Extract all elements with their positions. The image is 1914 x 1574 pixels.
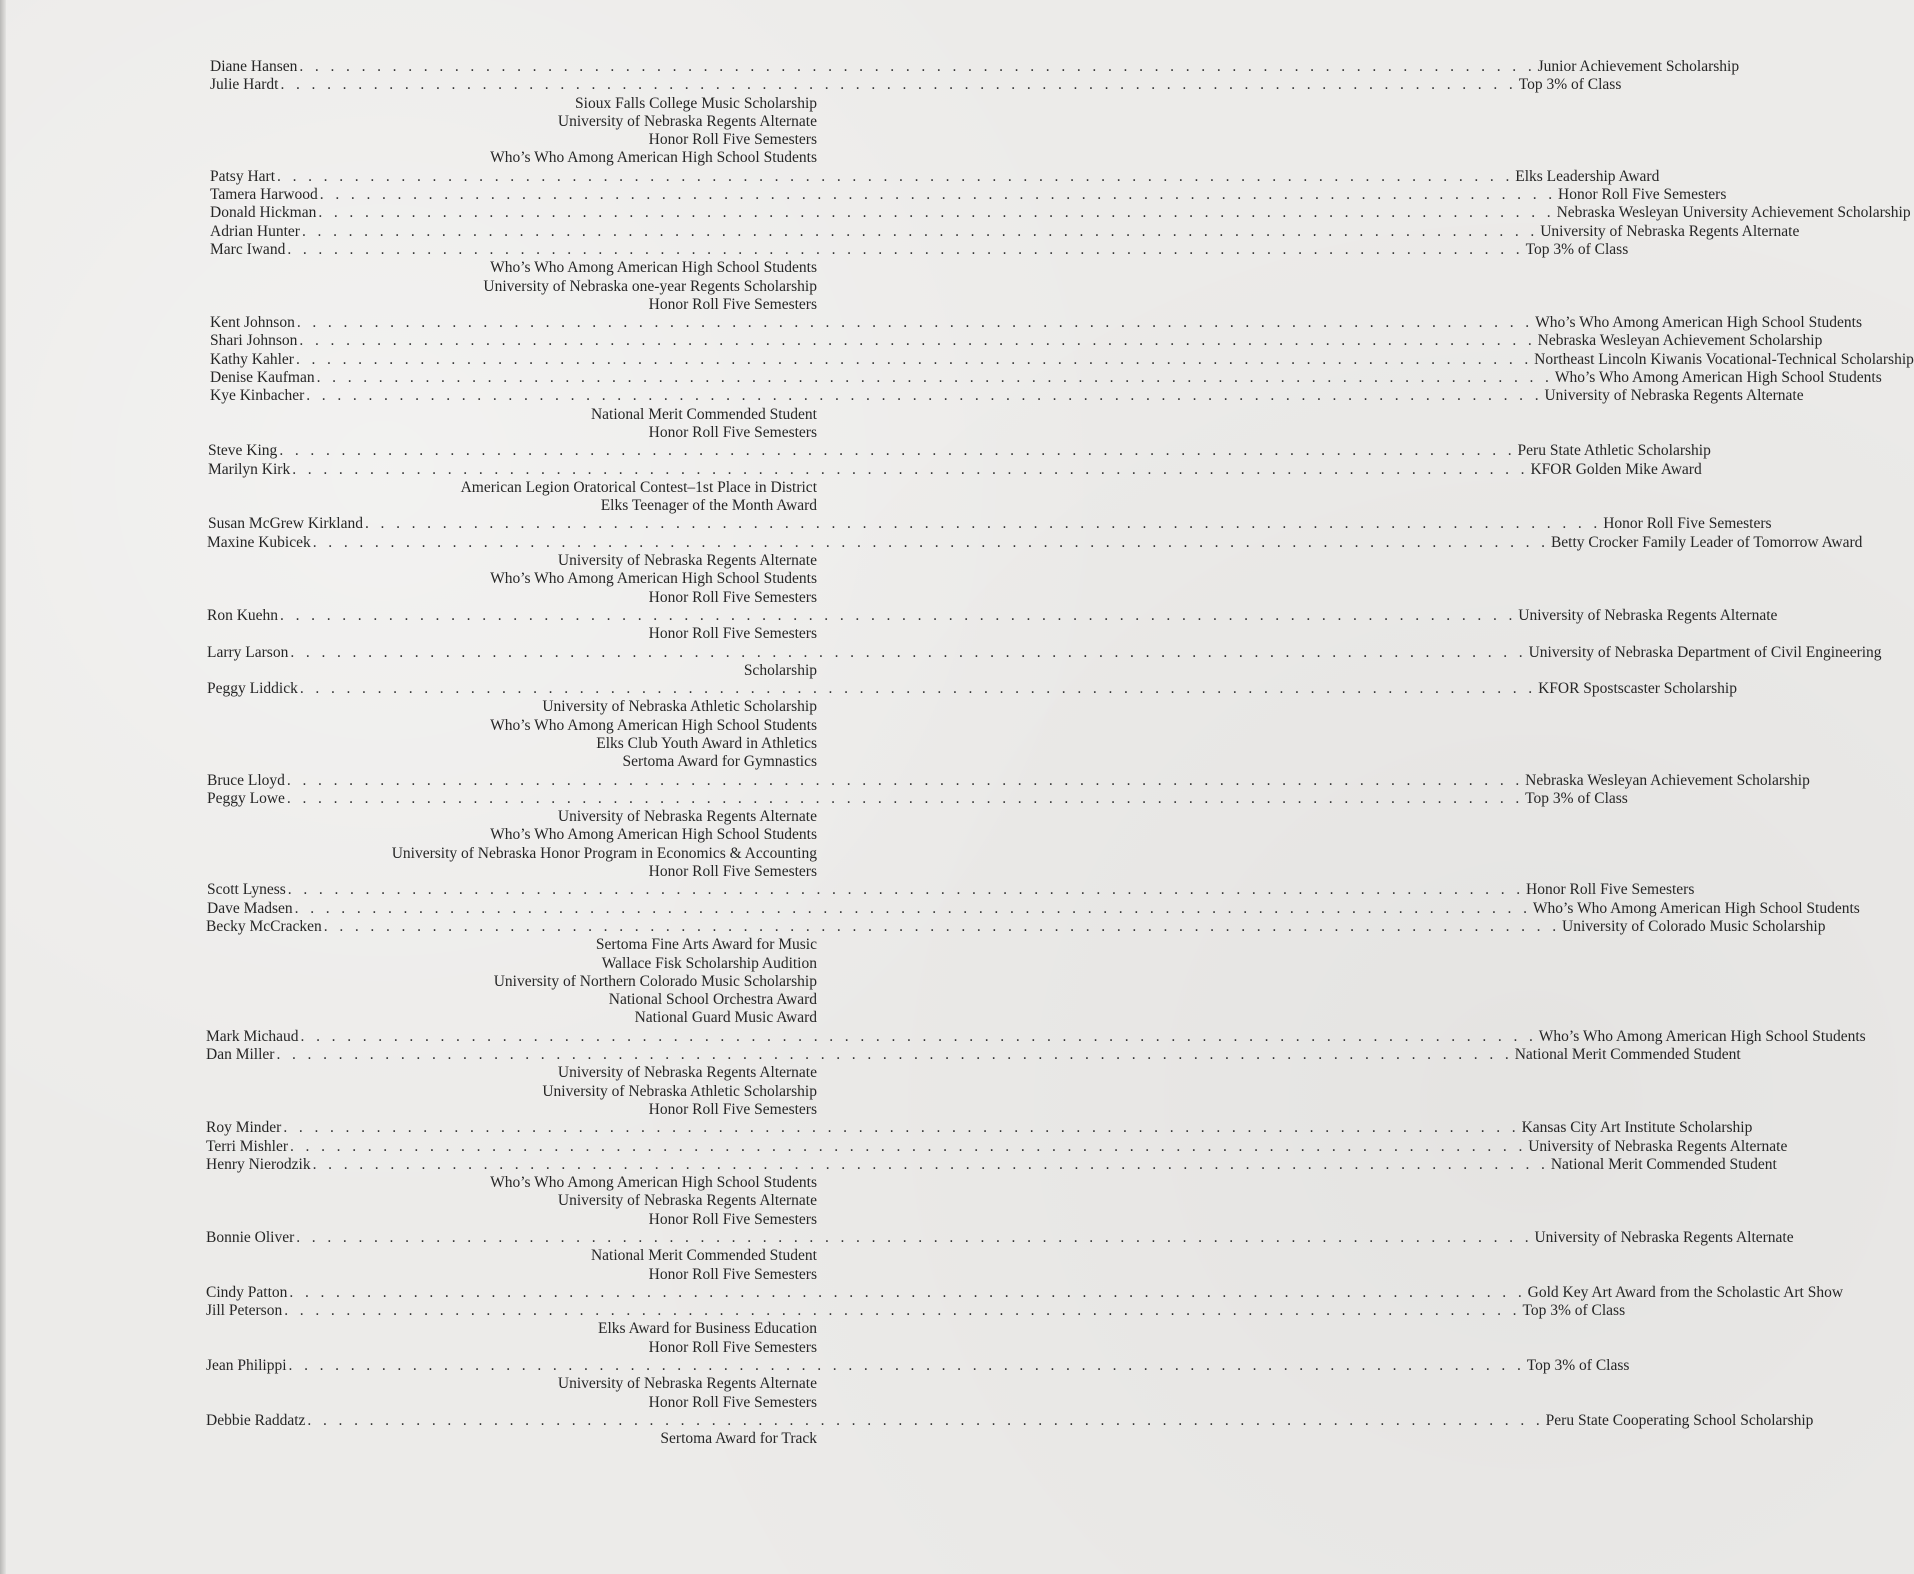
- student-name: Dan Miller: [206, 1046, 275, 1064]
- award-text: Honor Roll Five Semesters: [648, 625, 817, 643]
- award-text: Wallace Fisk Scholarship Audition: [601, 954, 817, 972]
- award-text: National School Orchestra Award: [608, 991, 817, 1009]
- award-text: Who’s Who Among American High School Students: [1532, 899, 1860, 917]
- award-text: Who’s Who Among American High School Students: [490, 716, 817, 734]
- student-name: Kent Johnson: [210, 314, 295, 332]
- award-continuation: [0, 1211, 1000, 1229]
- award-text: Betty Crocker Family Leader of Tomorrow Award: [1550, 533, 1863, 551]
- award-entry: [0, 240, 1629, 259]
- award-text: Honor Roll Five Semesters: [648, 1100, 817, 1118]
- student-name: Kye Kinbacher: [210, 387, 305, 405]
- dot-leader: . . . . . . . . . . . . . . . . . . . . . . . . . . . . . . . . . . . . . . . . . . . . . . . . . . . . . . . . . . . . . . . . . . . . . . . . . . . . . . . .: [290, 643, 1527, 661]
- award-entry: [0, 606, 1778, 625]
- award-entry: [0, 186, 1727, 204]
- award-text: Scholarship: [743, 661, 817, 679]
- dot-leader: . . . . . . . . . . . . . . . . . . . . . . . . . . . . . . . . . . . . . . . . . . . . . . . . . . . . . . . . . . . . . . . . . . . . . . . . . . . . . . . .: [277, 167, 1514, 185]
- award-entry: [0, 515, 1772, 533]
- student-name: Diane Hansen: [210, 58, 298, 75]
- student-name: Roy Minder: [206, 1119, 282, 1137]
- dot-leader: . . . . . . . . . . . . . . . . . . . . . . . . . . . . . . . . . . . . . . . . . . . . . . . . . . . . . . . . . . . . . . . . . . . . . . . . . . . . . . . .: [295, 350, 1533, 368]
- award-entry: [0, 1046, 1741, 1064]
- award-text: Honor Roll Five Semesters: [648, 1338, 817, 1356]
- dot-leader: . . . . . . . . . . . . . . . . . . . . . . . . . . . . . . . . . . . . . . . . . . . . . . . . . . . . . . . . . . . . . . . . . . . . . . . . . . . . . . . .: [286, 789, 1524, 807]
- student-name: Susan McGrew Kirkland: [208, 515, 363, 533]
- student-name: Peggy Lowe: [207, 789, 285, 807]
- award-text: Honor Roll Five Semesters: [648, 423, 817, 441]
- award-text: Honor Roll Five Semesters: [1526, 881, 1695, 899]
- award-continuation: [0, 1320, 1000, 1338]
- dot-leader: . . . . . . . . . . . . . . . . . . . . . . . . . . . . . . . . . . . . . . . . . . . . . . . . . . . . . . . . . . . . . . . . . . . . . . . . . . . . . . . .: [279, 442, 1516, 460]
- award-text: University of Colorado Music Scholarship: [1562, 917, 1826, 935]
- award-text: Nebraska Wesleyan Achievement Scholarship: [1537, 332, 1823, 350]
- award-entry: [0, 1137, 1788, 1156]
- award-text: Honor Roll Five Semesters: [648, 588, 817, 606]
- student-name: Peggy Liddick: [207, 680, 298, 698]
- award-continuation: [0, 808, 1000, 826]
- dot-leader: . . . . . . . . . . . . . . . . . . . . . . . . . . . . . . . . . . . . . . . . . . . . . . . . . . . . . . . . . . . . . . . . . . . . . . . . . . . . . . . .: [287, 240, 1524, 258]
- award-text: Elks Award for Business Education: [598, 1320, 817, 1338]
- dot-leader: . . . . . . . . . . . . . . . . . . . . . . . . . . . . . . . . . . . . . . . . . . . . . . . . . . . . . . . . . . . . . . . . . . . . . . . . . . . . . . . .: [307, 1411, 1544, 1429]
- award-text: Kansas City Art Institute Scholarship: [1521, 1119, 1753, 1137]
- award-continuation: [0, 149, 1000, 167]
- student-name: Adrian Hunter: [210, 222, 300, 240]
- award-text: University of Nebraska Regents Alternate: [1518, 606, 1778, 624]
- award-text: National Merit Commended Student: [590, 405, 817, 423]
- award-continuation: [0, 735, 1000, 753]
- award-text: Who’s Who Among American High School Students: [1535, 314, 1862, 332]
- award-continuation: [0, 826, 1000, 844]
- dot-leader: . . . . . . . . . . . . . . . . . . . . . . . . . . . . . . . . . . . . . . . . . . . . . . . . . . . . . . . . . . . . . . . . . . . . . . . . . . . . . . . .: [364, 515, 1602, 533]
- dot-leader: . . . . . . . . . . . . . . . . . . . . . . . . . . . . . . . . . . . . . . . . . . . . . . . . . . . . . . . . . . . . . . . . . . . . . . . . . . . . . . . .: [312, 533, 1549, 551]
- student-name: Dave Madsen: [207, 899, 293, 917]
- award-entry: [0, 76, 1622, 94]
- award-text: University of Nebraska Regents Alternate: [1534, 1229, 1794, 1246]
- award-entry: [0, 1119, 1753, 1137]
- award-continuation: [0, 113, 1000, 131]
- dot-leader: . . . . . . . . . . . . . . . . . . . . . . . . . . . . . . . . . . . . . . . . . . . . . . . . . . . . . . . . . . . . . . . . . . . . . . . . . . . . . . . .: [319, 186, 1557, 204]
- award-entry: [0, 332, 1823, 350]
- award-continuation: [0, 1083, 1000, 1101]
- award-text: Nebraska Wesleyan University Achievement Scholarship: [1556, 204, 1911, 222]
- award-text: Nebraska Wesleyan Achievement Scholarship: [1525, 771, 1810, 789]
- award-text: University of Nebraska Honor Program in Economics & Accounting: [391, 844, 817, 862]
- dot-leader: . . . . . . . . . . . . . . . . . . . . . . . . . . . . . . . . . . . . . . . . . . . . . . . . . . . . . . . . . . . . . . . . . . . . . . . . . . . . . . . .: [300, 1027, 1537, 1045]
- award-continuation: [0, 1192, 1000, 1210]
- award-text: University of Nebraska Athletic Scholarship: [542, 698, 817, 716]
- student-name: Ron Kuehn: [207, 606, 279, 624]
- award-text: National Merit Commended Student: [1514, 1046, 1741, 1064]
- award-text: Top 3% of Class: [1518, 76, 1622, 94]
- award-text: University of Nebraska Regents Alternate: [557, 1064, 817, 1082]
- award-continuation: [0, 1247, 1000, 1265]
- award-text: Peru State Cooperating School Scholarship: [1545, 1411, 1814, 1429]
- student-name: Jill Peterson: [206, 1302, 283, 1320]
- dot-leader: . . . . . . . . . . . . . . . . . . . . . . . . . . . . . . . . . . . . . . . . . . . . . . . . . . . . . . . . . . . . . . . . . . . . . . . . . . . . . . . .: [287, 881, 1525, 899]
- award-text: University of Nebraska Athletic Scholarship: [542, 1082, 817, 1100]
- award-continuation: [0, 1430, 1000, 1448]
- award-entry: [0, 1229, 1794, 1247]
- award-continuation: [0, 625, 1000, 643]
- award-text: National Merit Commended Student: [590, 1247, 817, 1265]
- award-text: Honor Roll Five Semesters: [648, 1210, 817, 1228]
- award-entry: [0, 771, 1810, 790]
- award-text: Sertoma Award for Track: [660, 1430, 817, 1448]
- dot-leader: . . . . . . . . . . . . . . . . . . . . . . . . . . . . . . . . . . . . . . . . . . . . . . . . . . . . . . . . . . . . . . . . . . . . . . . . . . . . . . . .: [292, 460, 1529, 478]
- award-continuation: [0, 479, 1000, 497]
- award-text: University of Nebraska Regents Alternate: [1544, 387, 1804, 405]
- dot-leader: . . . . . . . . . . . . . . . . . . . . . . . . . . . . . . . . . . . . . . . . . . . . . . . . . . . . . . . . . . . . . . . . . . . . . . . . . . . . . . . .: [294, 899, 1531, 917]
- dot-leader: . . . . . . . . . . . . . . . . . . . . . . . . . . . . . . . . . . . . . . . . . . . . . . . . . . . . . . . . . . . . . . . . . . . . . . . . . . . . . . . .: [299, 332, 1536, 350]
- award-entry: [0, 881, 1695, 899]
- award-text: Elks Teenager of the Month Award: [600, 497, 817, 515]
- award-entry: [0, 314, 1862, 332]
- student-name: Bonnie Oliver: [206, 1229, 295, 1246]
- award-entry: [0, 222, 1800, 241]
- award-text: University of Nebraska Regents Alternate: [557, 1375, 817, 1393]
- dot-leader: . . . . . . . . . . . . . . . . . . . . . . . . . . . . . . . . . . . . . . . . . . . . . . . . . . . . . . . . . . . . . . . . . . . . . . . . . . . . . . . .: [306, 387, 1543, 405]
- award-text: Top 3% of Class: [1522, 1302, 1626, 1320]
- dot-leader: . . . . . . . . . . . . . . . . . . . . . . . . . . . . . . . . . . . . . . . . . . . . . . . . . . . . . . . . . . . . . . . . . . . . . . . . . . . . . . . .: [312, 1155, 1549, 1173]
- dot-leader: . . . . . . . . . . . . . . . . . . . . . . . . . . . . . . . . . . . . . . . . . . . . . . . . . . . . . . . . . . . . . . . . . . . . . . . . . . . . . . . .: [290, 1137, 1527, 1155]
- award-entry: [0, 369, 1882, 387]
- student-name: Henry Nierodzik: [206, 1155, 311, 1173]
- dot-leader: . . . . . . . . . . . . . . . . . . . . . . . . . . . . . . . . . . . . . . . . . . . . . . . . . . . . . . . . . . . . . . . . . . . . . . . . . . . . . . . .: [301, 222, 1539, 240]
- award-continuation: [0, 1339, 1000, 1357]
- award-continuation: [0, 1394, 1000, 1412]
- award-entry: [0, 58, 1740, 76]
- dot-leader: . . . . . . . . . . . . . . . . . . . . . . . . . . . . . . . . . . . . . . . . . . . . . . . . . . . . . . . . . . . . . . . . . . . . . . . . . . . . . . . .: [280, 76, 1517, 94]
- dot-leader: . . . . . . . . . . . . . . . . . . . . . . . . . . . . . . . . . . . . . . . . . . . . . . . . . . . . . . . . . . . . . . . . . . . . . . . . . . . . . . . .: [299, 680, 1537, 698]
- award-text: Who’s Who Among American High School Students: [1554, 369, 1882, 387]
- student-name: Steve King: [208, 442, 278, 460]
- award-entry: [0, 899, 1860, 918]
- award-text: KFOR Spostscaster Scholarship: [1538, 680, 1737, 698]
- award-continuation: [0, 131, 1000, 149]
- award-continuation: [0, 973, 1000, 991]
- awards-list: [0, 58, 1914, 1449]
- award-text: University of Nebraska Regents Alternate: [1528, 1137, 1788, 1155]
- student-name: Cindy Patton: [206, 1283, 288, 1301]
- award-continuation: [0, 589, 1000, 607]
- award-continuation: [0, 95, 1000, 113]
- award-text: University of Northern Colorado Music Scholarship: [493, 972, 817, 990]
- award-entry: [0, 680, 1737, 698]
- award-entry: [0, 460, 1702, 479]
- award-text: Elks Club Youth Award in Athletics: [596, 734, 817, 752]
- award-continuation: [0, 936, 1000, 954]
- dot-leader: . . . . . . . . . . . . . . . . . . . . . . . . . . . . . . . . . . . . . . . . . . . . . . . . . . . . . . . . . . . . . . . . . . . . . . . . . . . . . . . .: [299, 58, 1536, 75]
- award-continuation: [0, 1101, 1000, 1119]
- award-text: Who’s Who Among American High School Students: [490, 570, 817, 588]
- award-text: Junior Achievement Scholarship: [1537, 58, 1740, 75]
- award-entry: [0, 643, 1882, 662]
- award-text: American Legion Oratorical Contest–1st Place in District: [460, 478, 817, 496]
- student-name: Jean Philippi: [206, 1357, 287, 1375]
- student-name: Becky McCracken: [206, 917, 322, 935]
- award-entry: [0, 1357, 1630, 1375]
- award-text: Top 3% of Class: [1525, 789, 1628, 807]
- award-continuation: [0, 278, 1000, 296]
- student-name: Donald Hickman: [210, 204, 317, 222]
- award-entry: [0, 350, 1914, 369]
- award-continuation: [0, 991, 1000, 1009]
- student-name: Tamera Harwood: [210, 186, 318, 204]
- award-continuation: [0, 1266, 1000, 1284]
- award-text: Gold Key Art Award from the Scholastic Art Show: [1527, 1283, 1844, 1301]
- award-text: Elks Leadership Award: [1515, 167, 1660, 185]
- student-name: Patsy Hart: [210, 167, 276, 185]
- award-text: National Merit Commended Student: [1550, 1155, 1777, 1173]
- award-text: Who’s Who Among American High School Students: [490, 826, 817, 844]
- dot-leader: . . . . . . . . . . . . . . . . . . . . . . . . . . . . . . . . . . . . . . . . . . . . . . . . . . . . . . . . . . . . . . . . . . . . . . . . . . . . . . . .: [289, 1283, 1526, 1301]
- award-continuation: [0, 717, 1000, 735]
- award-continuation: [0, 424, 1000, 442]
- dot-leader: . . . . . . . . . . . . . . . . . . . . . . . . . . . . . . . . . . . . . . . . . . . . . . . . . . . . . . . . . . . . . . . . . . . . . . . . . . . . . . . .: [280, 606, 1517, 624]
- award-continuation: [0, 698, 1000, 716]
- award-continuation: [0, 552, 1000, 570]
- award-text: Sertoma Award for Gymnastics: [622, 753, 817, 771]
- award-continuation: [0, 296, 1000, 314]
- award-entry: [0, 442, 1711, 460]
- student-name: Denise Kaufman: [210, 369, 315, 387]
- award-text: University of Nebraska Regents Alternate: [557, 1192, 817, 1210]
- award-text: Who’s Who Among American High School Students: [490, 149, 817, 167]
- award-continuation: [0, 845, 1000, 863]
- dot-leader: . . . . . . . . . . . . . . . . . . . . . . . . . . . . . . . . . . . . . . . . . . . . . . . . . . . . . . . . . . . . . . . . . . . . . . . . . . . . . . . .: [288, 1357, 1525, 1375]
- award-text: KFOR Golden Mike Award: [1530, 460, 1702, 478]
- award-continuation: [0, 753, 1000, 771]
- award-continuation: [0, 1009, 1000, 1027]
- dot-leader: . . . . . . . . . . . . . . . . . . . . . . . . . . . . . . . . . . . . . . . . . . . . . . . . . . . . . . . . . . . . . . . . . . . . . . . . . . . . . . . .: [318, 204, 1555, 222]
- dot-leader: . . . . . . . . . . . . . . . . . . . . . . . . . . . . . . . . . . . . . . . . . . . . . . . . . . . . . . . . . . . . . . . . . . . . . . . . . . . . . . . .: [323, 917, 1561, 935]
- student-name: Bruce Lloyd: [207, 771, 285, 789]
- award-text: Honor Roll Five Semesters: [648, 1265, 817, 1283]
- award-text: Sioux Falls College Music Scholarship: [575, 94, 817, 112]
- award-text: University of Nebraska Regents Alternate: [557, 552, 817, 570]
- student-name: Shari Johnson: [210, 332, 298, 350]
- award-text: University of Nebraska Regents Alternate: [557, 112, 817, 130]
- award-text: Honor Roll Five Semesters: [648, 131, 817, 149]
- award-text: University of Nebraska one-year Regents Scholarship: [483, 277, 817, 295]
- award-continuation: [0, 1174, 1000, 1192]
- student-name: Maxine Kubicek: [207, 533, 311, 551]
- award-continuation: [0, 570, 1000, 588]
- award-text: University of Nebraska Regents Alternate: [557, 808, 817, 826]
- award-text: Top 3% of Class: [1526, 1357, 1630, 1375]
- dot-leader: . . . . . . . . . . . . . . . . . . . . . . . . . . . . . . . . . . . . . . . . . . . . . . . . . . . . . . . . . . . . . . . . . . . . . . . . . . . . . . . .: [316, 369, 1553, 387]
- dot-leader: . . . . . . . . . . . . . . . . . . . . . . . . . . . . . . . . . . . . . . . . . . . . . . . . . . . . . . . . . . . . . . . . . . . . . . . . . . . . . . . .: [283, 1119, 1520, 1137]
- award-text: Honor Roll Five Semesters: [648, 863, 817, 881]
- award-entry: [0, 167, 1660, 186]
- award-text: Peru State Athletic Scholarship: [1517, 442, 1711, 460]
- award-text: University of Nebraska Department of Civil Engineering: [1528, 643, 1882, 661]
- award-continuation: [0, 259, 1000, 277]
- award-continuation: [0, 863, 1000, 881]
- dot-leader: . . . . . . . . . . . . . . . . . . . . . . . . . . . . . . . . . . . . . . . . . . . . . . . . . . . . . . . . . . . . . . . . . . . . . . . . . . . . . . . .: [276, 1046, 1513, 1064]
- award-text: Top 3% of Class: [1525, 240, 1629, 258]
- award-text: Who’s Who Among American High School Students: [490, 1174, 817, 1192]
- student-name: Debbie Raddatz: [206, 1411, 306, 1429]
- award-continuation: [0, 662, 1000, 680]
- dot-leader: . . . . . . . . . . . . . . . . . . . . . . . . . . . . . . . . . . . . . . . . . . . . . . . . . . . . . . . . . . . . . . . . . . . . . . . . . . . . . . . .: [296, 314, 1534, 332]
- dot-leader: . . . . . . . . . . . . . . . . . . . . . . . . . . . . . . . . . . . . . . . . . . . . . . . . . . . . . . . . . . . . . . . . . . . . . . . . . . . . . . . .: [286, 771, 1524, 789]
- award-entry: [0, 533, 1863, 552]
- award-continuation: [0, 1375, 1000, 1393]
- award-entry: [0, 1411, 1814, 1430]
- award-text: Honor Roll Five Semesters: [648, 295, 817, 313]
- award-entry: [0, 204, 1911, 222]
- award-text: Northeast Lincoln Kiwanis Vocational-Technical Scholarship: [1534, 350, 1914, 368]
- award-text: Sertoma Fine Arts Award for Music: [595, 936, 817, 954]
- student-name: Kathy Kahler: [210, 350, 294, 368]
- award-text: Honor Roll Five Semesters: [1558, 186, 1727, 204]
- award-continuation: [0, 1064, 1000, 1082]
- award-text: Honor Roll Five Semesters: [648, 1393, 817, 1411]
- award-text: National Guard Music Award: [634, 1009, 817, 1027]
- award-continuation: [0, 955, 1000, 973]
- student-name: Marilyn Kirk: [208, 460, 291, 478]
- student-name: Terri Mishler: [206, 1137, 288, 1155]
- award-entry: [0, 1283, 1844, 1302]
- student-name: Scott Lyness: [207, 881, 286, 899]
- award-text: University of Nebraska Regents Alternate: [1540, 222, 1800, 240]
- student-name: Julie Hardt: [210, 76, 279, 94]
- award-entry: [0, 387, 1804, 405]
- award-continuation: [0, 406, 1000, 424]
- award-text: Honor Roll Five Semesters: [1603, 515, 1772, 533]
- dot-leader: . . . . . . . . . . . . . . . . . . . . . . . . . . . . . . . . . . . . . . . . . . . . . . . . . . . . . . . . . . . . . . . . . . . . . . . . . . . . . . . .: [284, 1302, 1521, 1320]
- award-entry: [0, 1302, 1626, 1320]
- dot-leader: . . . . . . . . . . . . . . . . . . . . . . . . . . . . . . . . . . . . . . . . . . . . . . . . . . . . . . . . . . . . . . . . . . . . . . . . . . . . . . . .: [296, 1229, 1533, 1246]
- award-text: Who’s Who Among American High School Students: [1538, 1027, 1866, 1045]
- award-continuation: [0, 497, 1000, 515]
- award-entry: [0, 917, 1826, 936]
- award-entry: [0, 1027, 1866, 1046]
- student-name: Marc Iwand: [210, 240, 286, 258]
- award-entry: [0, 789, 1628, 808]
- student-name: Mark Michaud: [206, 1027, 299, 1045]
- award-entry: [0, 1155, 1777, 1174]
- award-text: Who’s Who Among American High School Students: [490, 259, 817, 277]
- student-name: Larry Larson: [207, 643, 289, 661]
